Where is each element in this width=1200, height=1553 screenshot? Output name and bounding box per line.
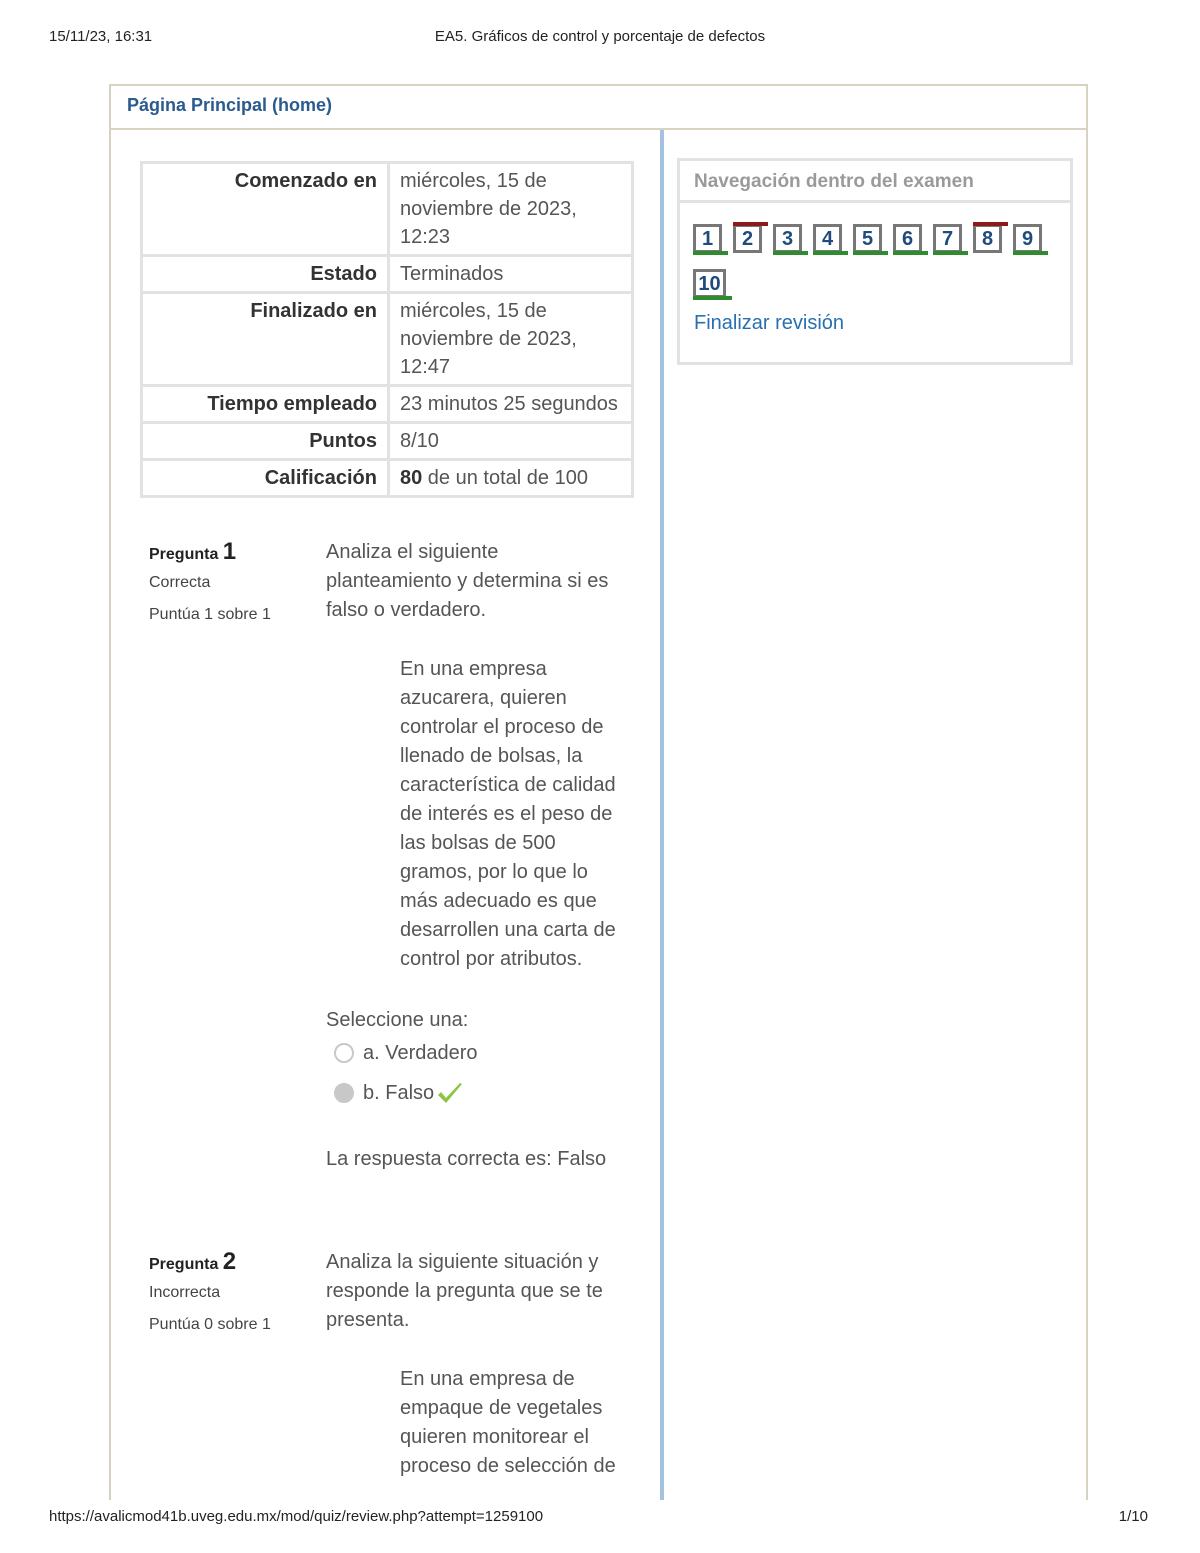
nav-button-label: 9 bbox=[1021, 228, 1034, 250]
summary-row-started bbox=[142, 163, 633, 256]
attempt-summary-table bbox=[140, 161, 634, 498]
nav-button-q4[interactable] bbox=[813, 224, 842, 253]
quiz-navigation-title: Navegación dentro del examen bbox=[680, 161, 1070, 203]
print-date: 15/11/23, 16:31 bbox=[49, 28, 153, 45]
nav-button-q10[interactable] bbox=[693, 269, 726, 298]
finish-review-link[interactable]: Finalizar revisión bbox=[694, 312, 845, 334]
document-title: EA5. Gráficos de control y porcentaje de defectos bbox=[434, 28, 766, 45]
nav-button-q6[interactable] bbox=[893, 224, 922, 253]
status-stripe bbox=[893, 251, 928, 255]
question-state: Correcta bbox=[149, 574, 211, 591]
summary-label: Finalizado en bbox=[142, 293, 389, 386]
question-number: 2 bbox=[222, 1248, 237, 1275]
question-mark: Puntúa 0 sobre 1 bbox=[149, 1316, 271, 1333]
question-1-content bbox=[326, 538, 626, 1174]
correct-answer-feedback: La respuesta correcta es: Falso bbox=[326, 1148, 607, 1170]
summary-value: 23 minutos 25 segundos bbox=[389, 386, 633, 423]
status-stripe bbox=[1013, 251, 1048, 255]
summary-value bbox=[389, 460, 633, 497]
nav-button-q1[interactable] bbox=[693, 224, 722, 253]
quiz-review-page bbox=[109, 84, 1088, 1500]
summary-row-points bbox=[142, 423, 633, 460]
nav-button-label: 8 bbox=[981, 228, 994, 250]
print-header bbox=[0, 28, 1200, 48]
question-mark: Puntúa 1 sobre 1 bbox=[149, 606, 271, 623]
answer-label-wrap bbox=[363, 1075, 464, 1111]
grade-value: 80 bbox=[400, 467, 423, 489]
nav-button-label: 7 bbox=[941, 228, 954, 250]
answer-label: b. Falso bbox=[363, 1082, 435, 1104]
status-stripe bbox=[933, 251, 968, 255]
status-stripe bbox=[813, 251, 848, 255]
status-stripe bbox=[693, 296, 732, 300]
summary-row-time-taken bbox=[142, 386, 633, 423]
summary-label: Estado bbox=[142, 256, 389, 293]
home-bar bbox=[111, 86, 1086, 130]
question-number: 1 bbox=[222, 538, 237, 565]
status-stripe bbox=[693, 251, 728, 255]
question-1-info bbox=[149, 538, 271, 624]
column-divider bbox=[660, 130, 664, 1500]
question-2-content bbox=[326, 1248, 626, 1481]
nav-button-q3[interactable] bbox=[773, 224, 802, 253]
question-intro: Analiza la siguiente situación y responde la pregunta que se te presenta. bbox=[326, 1251, 603, 1331]
question-heading: Pregunta bbox=[149, 546, 223, 563]
status-stripe bbox=[773, 251, 808, 255]
summary-label: Comenzado en bbox=[142, 163, 389, 256]
answer-option-a[interactable] bbox=[326, 1035, 626, 1075]
select-one-prompt: Seleccione una: bbox=[326, 1009, 469, 1031]
summary-row-grade bbox=[142, 460, 633, 497]
status-stripe bbox=[733, 222, 768, 226]
nav-button-q9[interactable] bbox=[1013, 224, 1042, 253]
quiz-navigation-block bbox=[677, 158, 1073, 365]
summary-value: 8/10 bbox=[389, 423, 633, 460]
nav-button-q8[interactable] bbox=[973, 224, 1002, 253]
summary-value: miércoles, 15 de noviembre de 2023, 12:23 bbox=[389, 163, 633, 256]
grade-total: de un total de 100 bbox=[422, 467, 588, 489]
summary-label: Calificación bbox=[142, 460, 389, 497]
correct-check-icon bbox=[436, 1081, 464, 1107]
summary-label: Tiempo empleado bbox=[142, 386, 389, 423]
question-heading: Pregunta bbox=[149, 1256, 223, 1273]
answer-option-b[interactable] bbox=[326, 1075, 626, 1115]
page-url: https://avalicmod41b.uveg.edu.mx/mod/quiz/review.php?attempt=1259100 bbox=[49, 1508, 544, 1525]
nav-button-label: 4 bbox=[821, 228, 834, 250]
summary-label: Puntos bbox=[142, 423, 389, 460]
question-state: Incorrecta bbox=[149, 1284, 221, 1301]
nav-button-q7[interactable] bbox=[933, 224, 962, 253]
nav-button-label: 10 bbox=[698, 273, 721, 295]
status-stripe bbox=[973, 222, 1008, 226]
home-link[interactable]: Página Principal (home) bbox=[127, 95, 333, 115]
radio-button-selected[interactable] bbox=[334, 1083, 354, 1103]
nav-button-label: 5 bbox=[861, 228, 874, 250]
summary-value: miércoles, 15 de noviembre de 2023, 12:47 bbox=[389, 293, 633, 386]
nav-button-q2[interactable] bbox=[733, 224, 762, 253]
summary-row-finished bbox=[142, 293, 633, 386]
page-number: 1/10 bbox=[1118, 1508, 1148, 1525]
question-scenario: En una empresa azucarera, quieren controlar el proceso de llenado de bolsas, la característica de calidad de interés es el peso de las bolsas de 500 gramos, por lo que lo más adecuado es que desarrollen una carta de control por atributos. bbox=[400, 658, 616, 970]
nav-button-label: 3 bbox=[781, 228, 794, 250]
question-scenario: En una empresa de empaque de vegetales quieren monitorear el proceso de selección de bbox=[400, 1368, 616, 1477]
answer-label: a. Verdadero bbox=[363, 1042, 478, 1064]
print-footer bbox=[0, 1508, 1200, 1528]
radio-button[interactable] bbox=[334, 1043, 354, 1063]
question-2-info bbox=[149, 1248, 271, 1334]
summary-value: Terminados bbox=[389, 256, 633, 293]
question-intro: Analiza el siguiente planteamiento y determina si es falso o verdadero. bbox=[326, 541, 609, 621]
summary-row-state bbox=[142, 256, 633, 293]
status-stripe bbox=[853, 251, 888, 255]
nav-button-q5[interactable] bbox=[853, 224, 882, 253]
nav-button-label: 6 bbox=[901, 228, 914, 250]
nav-button-label: 1 bbox=[701, 228, 714, 250]
nav-button-label: 2 bbox=[741, 228, 754, 250]
